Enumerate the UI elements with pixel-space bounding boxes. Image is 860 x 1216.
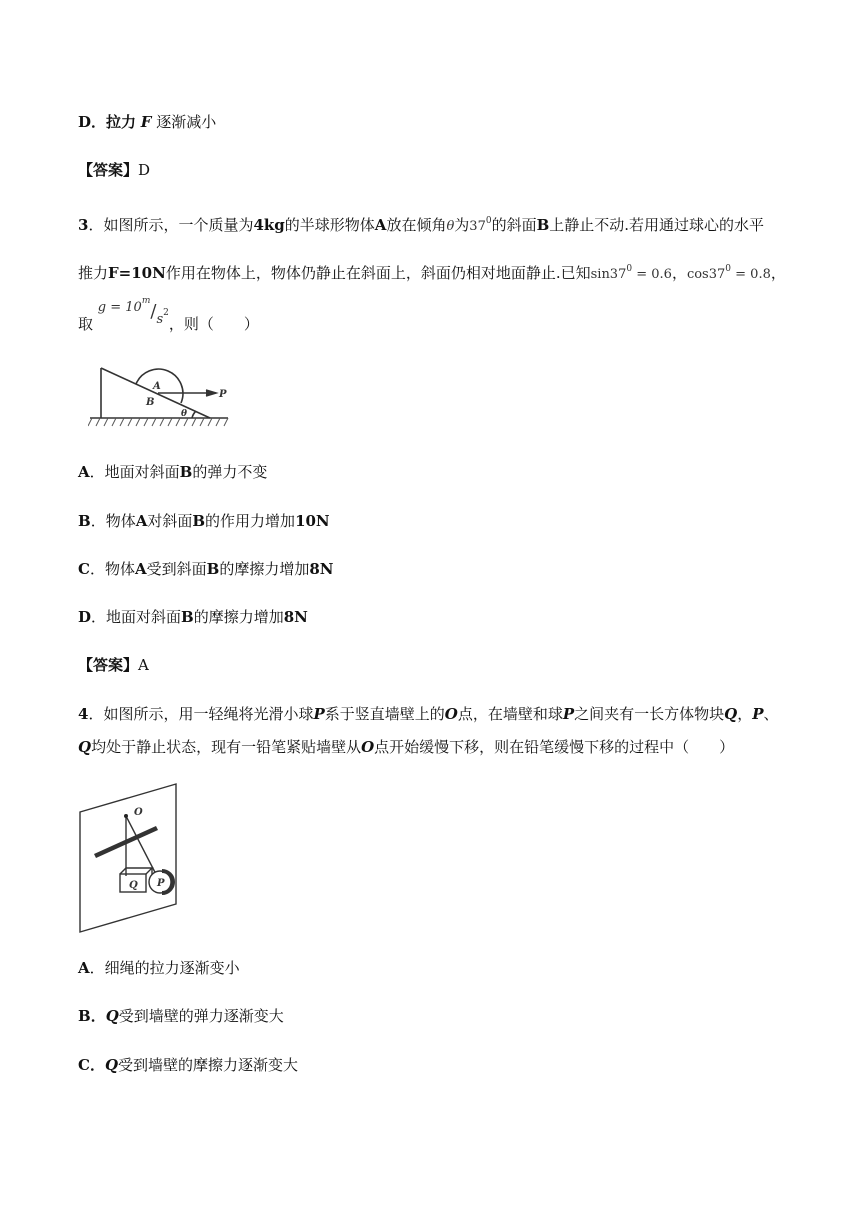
q4-stem-line-1 — [78, 704, 779, 724]
q4-option-letter: C — [78, 1056, 90, 1074]
q3-option-bold: B — [181, 608, 194, 626]
q4-var-o: O — [444, 705, 458, 723]
q2-option-d — [78, 112, 216, 132]
q3-answer — [78, 655, 149, 675]
q3-g-unit-m: m — [141, 296, 151, 306]
q3-mass: 4kg — [253, 216, 285, 234]
q3-option-text: 受到斜面 — [146, 560, 207, 578]
q3-option-text: 的摩擦力增加 — [193, 608, 284, 626]
q4-var-q: Q — [78, 738, 92, 756]
q2-answer — [78, 160, 150, 180]
q3-option-bold: A — [134, 560, 147, 578]
q4-stem-text: 均处于静止状态，现有一铅笔紧贴墙壁从 — [91, 738, 362, 756]
q4-var-p: P — [313, 705, 325, 723]
q4-option-text: 受到墙壁的弹力逐渐变大 — [118, 1007, 284, 1025]
q2-option-d-suffix: 逐渐减小 — [156, 113, 217, 131]
q3-comma: ， — [770, 264, 786, 282]
q3-option-text: 对斜面 — [147, 512, 193, 530]
q4-figure-label-p: P — [157, 878, 165, 889]
q2-option-d-var: F — [140, 113, 152, 131]
q3-sin-expr: sin37 — [590, 267, 627, 282]
q3-option-bold: 8N — [283, 608, 308, 626]
q3-stem-text: 为 — [454, 216, 470, 234]
q3-stem-line-1 — [78, 215, 764, 238]
q4-stem-text: 点，在墙壁和球 — [457, 705, 563, 723]
q4-figure-label-q: Q — [129, 880, 138, 891]
q4-option-b: B．Q受到墙壁的弹力逐渐变大 — [78, 1007, 284, 1025]
q3-then: ，则（ ） — [168, 315, 259, 333]
q3-object-a: A — [374, 216, 387, 234]
q4-option-c: C．Q受到墙壁的摩擦力逐渐变大 — [78, 1056, 299, 1074]
q4-var-q: Q — [724, 705, 738, 723]
q2-answer-value: D — [138, 161, 151, 179]
q3-g-unit-exp: 2 — [163, 308, 169, 318]
q4-stem-text: 之间夹有一长方体物块 — [574, 705, 725, 723]
q4-stem-text: ， — [737, 705, 753, 723]
q3-option-bold: B — [206, 560, 220, 578]
q3-cos-value: = 0.8 — [731, 267, 771, 282]
q3-stem-text: ．如图所示，一个质量为 — [88, 216, 254, 234]
q4-stem-text: 系于竖直墙壁上的 — [324, 705, 445, 723]
q3-figure-label-theta: θ — [181, 409, 188, 419]
q3-answer-value: A — [138, 656, 149, 674]
q3-option-text: ．物体 — [89, 560, 135, 578]
q3-answer-label: 【答案】 — [78, 656, 139, 674]
q4-var-p: P — [752, 705, 764, 723]
q4-option-a — [78, 958, 240, 978]
q3-angle-degree: 0 — [485, 216, 492, 226]
q4-stem-text: ．如图所示，用一轻绳将光滑小球 — [88, 705, 314, 723]
q4-stem-text: 点开始缓慢下移，则在铅笔缓慢下移的过程中（ ） — [374, 738, 735, 756]
q4-var-p: P — [562, 705, 575, 723]
q4-option-text: ．细绳的拉力逐渐变小 — [89, 959, 240, 977]
q3-stem-text: 推力 — [78, 264, 109, 282]
q3-figure-label-p: P — [219, 389, 227, 400]
q4-wall-figure — [78, 782, 182, 934]
q3-option-bold: 10N — [295, 512, 330, 530]
q3-cos-expr: cos37 — [686, 267, 726, 282]
q3-option-letter: B — [78, 512, 91, 530]
q3-stem-text: 的斜面 — [491, 216, 537, 234]
q3-theta: θ — [446, 219, 455, 234]
q3-incline-figure — [88, 360, 238, 432]
q3-stem-text: 作用在物体上，物体仍静止在斜面上，斜面仍相对地面静止.已知 — [165, 264, 591, 282]
q4-option-letter: A — [78, 959, 90, 977]
q4-option-text: 受到墙壁的摩擦力逐渐变大 — [118, 1056, 299, 1074]
q3-object-b: B — [536, 216, 550, 234]
q3-number: 3 — [78, 216, 89, 234]
q3-gravity-line: 取 $g = 10^m/s2$，则（ ） — [78, 296, 259, 333]
q3-option-c — [78, 559, 333, 579]
q3-option-letter: C — [78, 560, 90, 578]
q3-option-a — [78, 462, 267, 482]
q3-option-letter: D — [78, 608, 92, 626]
q3-g-unit-s: s — [156, 312, 164, 327]
q4-option-letter: B — [78, 1007, 91, 1025]
q3-option-b — [78, 511, 330, 531]
q3-option-text: ．地面对斜面 — [91, 608, 182, 626]
q4-stem-line-2 — [78, 737, 734, 757]
q3-option-bold: B — [192, 512, 206, 530]
q2-answer-label: 【答案】 — [78, 161, 139, 179]
q4-figure-label-o: O — [134, 807, 143, 818]
q3-option-text: 的弹力不变 — [192, 463, 268, 481]
q3-comma: ， — [671, 264, 687, 282]
q3-option-text: 的摩擦力增加 — [219, 560, 310, 578]
q4-stem-text: 、 — [763, 705, 779, 723]
q3-option-text: ．物体 — [90, 512, 136, 530]
q4-option-var: Q — [104, 1056, 119, 1074]
q3-figure-label-b: B — [146, 397, 155, 408]
q3-cos-degree: 0 — [725, 264, 732, 274]
q3-option-bold: 8N — [309, 560, 334, 578]
q3-option-bold: A — [135, 512, 148, 530]
q3-sin-value: = 0.6 — [632, 267, 672, 282]
q4-number: 4 — [78, 705, 89, 723]
q3-stem-text: 放在倾角 — [386, 216, 447, 234]
q3-option-text: 的作用力增加 — [205, 512, 296, 530]
q4-var-o: O — [361, 738, 375, 756]
q3-stem-line-2 — [78, 263, 786, 286]
q3-option-text: ．地面对斜面 — [89, 463, 180, 481]
q3-figure-label-a: A — [153, 381, 161, 392]
q4-option-var: Q — [105, 1007, 119, 1025]
q3-g-expr: g = 10 — [97, 300, 142, 315]
q3-stem-text: 的半球形物体 — [284, 216, 375, 234]
q3-force: F=10N — [108, 264, 166, 282]
q3-take: 取 — [78, 315, 94, 333]
q3-option-bold: B — [179, 463, 193, 481]
q3-option-d — [78, 607, 308, 627]
q3-option-letter: A — [78, 463, 90, 481]
q2-option-d-prefix: D．拉力 — [78, 113, 137, 131]
q3-stem-text: 上静止不动.若用通过球心的水平 — [549, 216, 765, 234]
q3-sin-degree: 0 — [626, 264, 633, 274]
q3-angle: 37 — [469, 219, 486, 234]
